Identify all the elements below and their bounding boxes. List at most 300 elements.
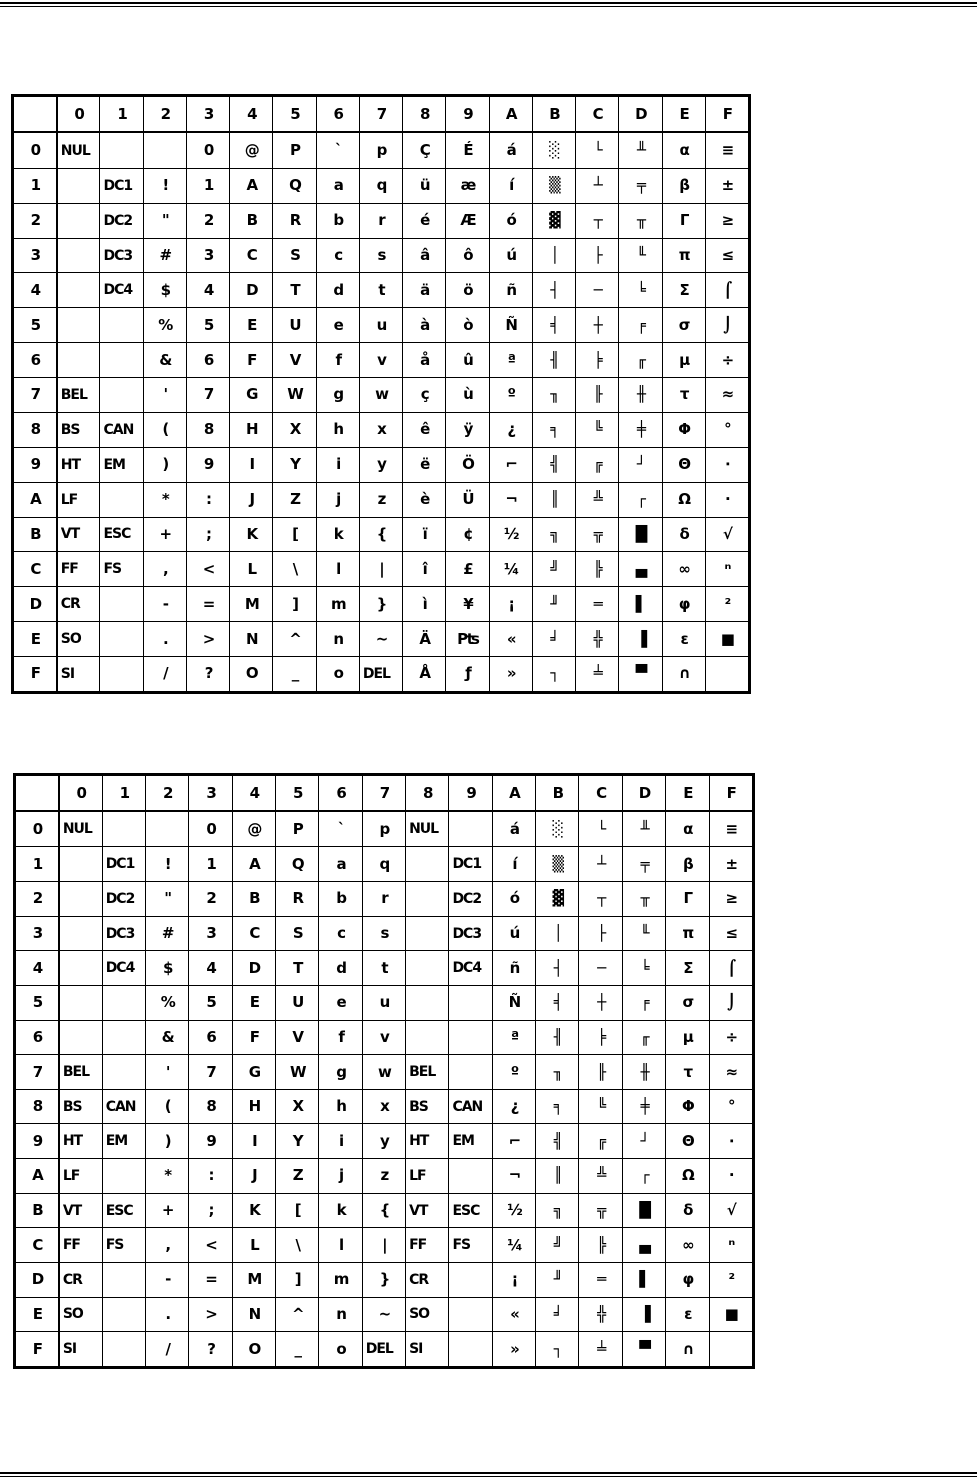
char-cell: ≈ bbox=[705, 378, 748, 413]
char-cell: I bbox=[232, 1124, 275, 1159]
table-row bbox=[14, 203, 749, 238]
char-cell: EM bbox=[100, 447, 143, 482]
char-cell: / bbox=[146, 1332, 189, 1367]
char-cell: σ bbox=[662, 308, 705, 343]
char-cell: ╢ bbox=[536, 1020, 579, 1055]
char-cell bbox=[406, 1020, 449, 1055]
column-header: 9 bbox=[449, 776, 492, 812]
row-header: C bbox=[16, 1228, 59, 1263]
char-cell: HT bbox=[406, 1124, 449, 1159]
char-cell: ■ bbox=[705, 622, 748, 657]
char-cell: EM bbox=[102, 1124, 145, 1159]
table-row bbox=[16, 882, 753, 917]
char-cell: ╘ bbox=[622, 951, 665, 986]
char-cell: G bbox=[230, 378, 273, 413]
char-cell: π bbox=[666, 916, 709, 951]
column-header: F bbox=[705, 97, 748, 133]
char-cell: ╕ bbox=[536, 1089, 579, 1124]
char-cell: ~ bbox=[362, 1297, 405, 1332]
char-cell: Ö bbox=[446, 447, 489, 482]
char-cell: ╞ bbox=[579, 1020, 622, 1055]
char-cell: ; bbox=[189, 1193, 232, 1228]
char-cell bbox=[102, 1055, 145, 1090]
row-header: F bbox=[14, 656, 57, 691]
char-cell: ▄ bbox=[619, 552, 662, 587]
char-cell: T bbox=[273, 273, 316, 308]
char-cell: ┼ bbox=[576, 308, 619, 343]
char-cell: ═ bbox=[579, 1262, 622, 1297]
char-cell: O bbox=[230, 656, 273, 691]
char-cell: r bbox=[362, 882, 405, 917]
char-cell bbox=[57, 273, 100, 308]
char-cell: ⌐ bbox=[489, 447, 532, 482]
char-cell bbox=[406, 847, 449, 882]
char-cell: ü bbox=[403, 168, 446, 203]
char-cell: ≥ bbox=[709, 882, 753, 917]
column-header: 4 bbox=[232, 776, 275, 812]
char-cell: SO bbox=[57, 622, 100, 657]
char-cell: DC1 bbox=[102, 847, 145, 882]
char-cell bbox=[449, 985, 492, 1020]
char-cell: ± bbox=[709, 847, 753, 882]
row-header: F bbox=[16, 1332, 59, 1367]
char-cell: 1 bbox=[189, 847, 232, 882]
char-cell: M bbox=[230, 587, 273, 622]
char-cell: ê bbox=[403, 412, 446, 447]
char-cell: ¼ bbox=[489, 552, 532, 587]
char-cell: ╧ bbox=[576, 656, 619, 691]
char-cell: ╟ bbox=[579, 1055, 622, 1090]
char-cell: ½ bbox=[492, 1193, 535, 1228]
char-cell bbox=[59, 882, 102, 917]
char-cell: ╖ bbox=[536, 1055, 579, 1090]
char-cell: ` bbox=[319, 811, 362, 847]
char-cell bbox=[449, 1159, 492, 1194]
char-cell: j bbox=[316, 482, 359, 517]
char-cell: ≡ bbox=[709, 811, 753, 847]
char-cell: ╞ bbox=[576, 343, 619, 378]
table-row bbox=[16, 1055, 753, 1090]
column-header: C bbox=[579, 776, 622, 812]
char-cell: r bbox=[359, 203, 402, 238]
char-cell: ╜ bbox=[536, 1262, 579, 1297]
char-cell: ] bbox=[276, 1262, 319, 1297]
column-header: 1 bbox=[102, 776, 145, 812]
char-cell: @ bbox=[232, 811, 275, 847]
char-cell: ╡ bbox=[536, 985, 579, 1020]
char-cell: 2 bbox=[189, 882, 232, 917]
char-cell: ║ bbox=[536, 1159, 579, 1194]
char-cell: │ bbox=[532, 238, 575, 273]
char-cell bbox=[100, 132, 143, 168]
char-cell: ∙ bbox=[709, 1124, 753, 1159]
char-cell: ╔ bbox=[579, 1124, 622, 1159]
char-cell: ë bbox=[403, 447, 446, 482]
char-cell: h bbox=[316, 412, 359, 447]
column-header: 6 bbox=[319, 776, 362, 812]
char-cell: BEL bbox=[59, 1055, 102, 1090]
char-cell: v bbox=[362, 1020, 405, 1055]
row-header: 8 bbox=[16, 1089, 59, 1124]
char-cell: ┬ bbox=[579, 882, 622, 917]
char-cell: , bbox=[146, 1228, 189, 1263]
char-cell: ò bbox=[446, 308, 489, 343]
char-cell: ├ bbox=[576, 238, 619, 273]
char-cell: LF bbox=[59, 1159, 102, 1194]
char-cell: Γ bbox=[662, 203, 705, 238]
row-header: 7 bbox=[16, 1055, 59, 1090]
char-cell: = bbox=[189, 1262, 232, 1297]
table-row bbox=[16, 1020, 753, 1055]
table-row bbox=[16, 1332, 753, 1367]
char-cell bbox=[57, 203, 100, 238]
row-header: E bbox=[14, 622, 57, 657]
char-cell: ▓ bbox=[536, 882, 579, 917]
char-cell: ⌠ bbox=[709, 951, 753, 986]
char-cell: 9 bbox=[189, 1124, 232, 1159]
char-cell: ⌡ bbox=[705, 308, 748, 343]
char-cell: Ω bbox=[666, 1159, 709, 1194]
char-cell: ⌡ bbox=[709, 985, 753, 1020]
row-header: 4 bbox=[14, 273, 57, 308]
char-cell: DEL bbox=[362, 1332, 405, 1367]
char-cell: ╪ bbox=[622, 1089, 665, 1124]
char-cell: HT bbox=[57, 447, 100, 482]
char-cell bbox=[143, 132, 186, 168]
char-cell: k bbox=[319, 1193, 362, 1228]
char-cell: ╜ bbox=[532, 587, 575, 622]
char-cell: B bbox=[232, 882, 275, 917]
char-cell: 8 bbox=[186, 412, 229, 447]
char-cell: ░ bbox=[532, 132, 575, 168]
char-cell: ╚ bbox=[579, 1089, 622, 1124]
table-row bbox=[16, 916, 753, 951]
char-cell: @ bbox=[230, 132, 273, 168]
char-cell: ╗ bbox=[532, 517, 575, 552]
char-cell: CR bbox=[59, 1262, 102, 1297]
table-row bbox=[14, 552, 749, 587]
table-row bbox=[14, 238, 749, 273]
char-cell: ' bbox=[146, 1055, 189, 1090]
char-cell: f bbox=[316, 343, 359, 378]
char-cell: o bbox=[319, 1332, 362, 1367]
char-cell: x bbox=[359, 412, 402, 447]
char-cell: ╩ bbox=[579, 1159, 622, 1194]
char-cell: y bbox=[359, 447, 402, 482]
char-cell bbox=[449, 1262, 492, 1297]
column-header: 9 bbox=[446, 97, 489, 133]
row-header: 1 bbox=[16, 847, 59, 882]
char-cell: ╓ bbox=[619, 343, 662, 378]
char-cell: δ bbox=[666, 1193, 709, 1228]
char-cell: * bbox=[143, 482, 186, 517]
char-cell: DC2 bbox=[449, 882, 492, 917]
char-cell: S bbox=[276, 916, 319, 951]
column-header: 1 bbox=[100, 97, 143, 133]
char-cell: ∞ bbox=[662, 552, 705, 587]
char-cell: ╝ bbox=[532, 552, 575, 587]
char-cell: , bbox=[143, 552, 186, 587]
char-cell: ▐ bbox=[619, 622, 662, 657]
char-cell: ε bbox=[666, 1297, 709, 1332]
column-header: 5 bbox=[273, 97, 316, 133]
row-header: 3 bbox=[14, 238, 57, 273]
char-cell: EM bbox=[449, 1124, 492, 1159]
char-cell: L bbox=[230, 552, 273, 587]
row-header: D bbox=[14, 587, 57, 622]
char-cell: ┘ bbox=[619, 447, 662, 482]
char-cell: DC2 bbox=[100, 203, 143, 238]
char-cell: ┤ bbox=[536, 951, 579, 986]
table-row bbox=[14, 132, 749, 168]
char-cell: ₧ bbox=[446, 622, 489, 657]
char-cell: 7 bbox=[189, 1055, 232, 1090]
char-cell: u bbox=[362, 985, 405, 1020]
column-header: 7 bbox=[362, 776, 405, 812]
char-cell: FS bbox=[449, 1228, 492, 1263]
char-cell: Σ bbox=[666, 951, 709, 986]
char-cell: ╚ bbox=[576, 412, 619, 447]
char-cell: ╨ bbox=[619, 132, 662, 168]
char-cell: DC4 bbox=[102, 951, 145, 986]
char-cell: É bbox=[446, 132, 489, 168]
char-cell: & bbox=[146, 1020, 189, 1055]
char-cell: ┌ bbox=[622, 1159, 665, 1194]
char-cell bbox=[102, 1332, 145, 1367]
char-cell: - bbox=[143, 587, 186, 622]
char-cell: FF bbox=[59, 1228, 102, 1263]
column-header: B bbox=[532, 97, 575, 133]
char-cell: ▒ bbox=[532, 168, 575, 203]
char-cell: ╗ bbox=[536, 1193, 579, 1228]
char-cell: b bbox=[319, 882, 362, 917]
char-cell: V bbox=[273, 343, 316, 378]
char-cell: Ä bbox=[403, 622, 446, 657]
char-cell: ∞ bbox=[666, 1228, 709, 1263]
char-cell: ≤ bbox=[709, 916, 753, 951]
char-cell: ñ bbox=[489, 273, 532, 308]
table-row bbox=[16, 1297, 753, 1332]
char-cell: Ü bbox=[446, 482, 489, 517]
row-header: 8 bbox=[14, 412, 57, 447]
char-cell: o bbox=[316, 656, 359, 691]
code-page-chart-1 bbox=[11, 94, 751, 694]
char-cell: ▒ bbox=[536, 847, 579, 882]
char-cell: 3 bbox=[189, 916, 232, 951]
char-cell bbox=[59, 1020, 102, 1055]
char-cell: ⌠ bbox=[705, 273, 748, 308]
char-cell: ≈ bbox=[709, 1055, 753, 1090]
char-cell: U bbox=[273, 308, 316, 343]
char-cell: ¬ bbox=[489, 482, 532, 517]
char-cell: Å bbox=[403, 656, 446, 691]
char-cell: i bbox=[319, 1124, 362, 1159]
char-cell: π bbox=[662, 238, 705, 273]
char-cell: e bbox=[316, 308, 359, 343]
char-cell: ô bbox=[446, 238, 489, 273]
char-cell bbox=[59, 985, 102, 1020]
column-header: 3 bbox=[186, 97, 229, 133]
char-cell bbox=[449, 1332, 492, 1367]
table-row bbox=[16, 811, 753, 847]
char-cell: < bbox=[186, 552, 229, 587]
char-cell: ESC bbox=[449, 1193, 492, 1228]
char-cell: C bbox=[232, 916, 275, 951]
char-cell: BEL bbox=[406, 1055, 449, 1090]
char-cell: _ bbox=[276, 1332, 319, 1367]
char-cell: ú bbox=[489, 238, 532, 273]
char-cell: » bbox=[489, 656, 532, 691]
char-cell: X bbox=[276, 1089, 319, 1124]
char-cell: SO bbox=[59, 1297, 102, 1332]
char-cell bbox=[100, 343, 143, 378]
column-header-row bbox=[14, 97, 749, 133]
char-cell: ( bbox=[143, 412, 186, 447]
top-rule bbox=[0, 2, 977, 7]
char-cell: - bbox=[146, 1262, 189, 1297]
char-cell: ⁿ bbox=[709, 1228, 753, 1263]
char-cell: CAN bbox=[449, 1089, 492, 1124]
char-cell: FS bbox=[100, 552, 143, 587]
char-cell: > bbox=[186, 622, 229, 657]
char-cell: ╖ bbox=[532, 378, 575, 413]
column-header: 4 bbox=[230, 97, 273, 133]
char-cell: g bbox=[319, 1055, 362, 1090]
char-cell: ┐ bbox=[536, 1332, 579, 1367]
char-cell: å bbox=[403, 343, 446, 378]
char-cell: SI bbox=[406, 1332, 449, 1367]
char-cell bbox=[59, 916, 102, 951]
char-cell bbox=[102, 1297, 145, 1332]
char-cell bbox=[100, 587, 143, 622]
char-cell: K bbox=[230, 517, 273, 552]
char-cell: ó bbox=[489, 203, 532, 238]
char-cell: VT bbox=[57, 517, 100, 552]
char-cell: ╫ bbox=[622, 1055, 665, 1090]
char-cell: º bbox=[489, 378, 532, 413]
char-cell: Q bbox=[273, 168, 316, 203]
char-cell: ] bbox=[273, 587, 316, 622]
char-cell: m bbox=[319, 1262, 362, 1297]
char-cell bbox=[100, 308, 143, 343]
char-cell: 6 bbox=[189, 1020, 232, 1055]
bottom-rule bbox=[0, 1472, 977, 1477]
char-cell: ¢ bbox=[446, 517, 489, 552]
char-cell: Γ bbox=[666, 882, 709, 917]
char-cell: a bbox=[316, 168, 359, 203]
char-cell: ; bbox=[186, 517, 229, 552]
char-cell: ε bbox=[662, 622, 705, 657]
char-cell: DEL bbox=[359, 656, 402, 691]
char-cell: æ bbox=[446, 168, 489, 203]
char-cell: ─ bbox=[576, 273, 619, 308]
char-cell: J bbox=[232, 1159, 275, 1194]
char-cell: ? bbox=[186, 656, 229, 691]
char-cell: " bbox=[146, 882, 189, 917]
char-cell: ¡ bbox=[492, 1262, 535, 1297]
char-cell bbox=[449, 811, 492, 847]
column-header: 0 bbox=[57, 97, 100, 133]
char-cell: ⁿ bbox=[705, 552, 748, 587]
char-cell: ┼ bbox=[579, 985, 622, 1020]
char-cell: ) bbox=[143, 447, 186, 482]
char-cell: ╘ bbox=[619, 273, 662, 308]
char-cell: ╕ bbox=[532, 412, 575, 447]
char-cell: ≥ bbox=[705, 203, 748, 238]
char-cell: SI bbox=[57, 656, 100, 691]
char-cell: + bbox=[146, 1193, 189, 1228]
table-row bbox=[14, 308, 749, 343]
column-header: E bbox=[662, 97, 705, 133]
char-cell bbox=[449, 1020, 492, 1055]
char-cell bbox=[57, 308, 100, 343]
row-header: D bbox=[16, 1262, 59, 1297]
char-cell: N bbox=[232, 1297, 275, 1332]
char-cell: F bbox=[232, 1020, 275, 1055]
row-header: A bbox=[14, 482, 57, 517]
column-header: 2 bbox=[143, 97, 186, 133]
char-cell: x bbox=[362, 1089, 405, 1124]
char-cell: % bbox=[146, 985, 189, 1020]
char-cell: ² bbox=[705, 587, 748, 622]
char-cell: d bbox=[319, 951, 362, 986]
char-cell: 8 bbox=[189, 1089, 232, 1124]
char-cell: ╣ bbox=[532, 447, 575, 482]
char-cell: ╠ bbox=[576, 552, 619, 587]
char-cell: ù bbox=[446, 378, 489, 413]
char-cell: f bbox=[319, 1020, 362, 1055]
char-cell: ¿ bbox=[492, 1089, 535, 1124]
char-cell: NUL bbox=[406, 811, 449, 847]
column-header-row bbox=[16, 776, 753, 812]
char-cell: CAN bbox=[102, 1089, 145, 1124]
table-row bbox=[14, 447, 749, 482]
char-cell: ┬ bbox=[576, 203, 619, 238]
char-cell: m bbox=[316, 587, 359, 622]
char-cell: ┴ bbox=[579, 847, 622, 882]
char-cell: . bbox=[146, 1297, 189, 1332]
char-cell: h bbox=[319, 1089, 362, 1124]
char-cell bbox=[100, 622, 143, 657]
char-cell: ° bbox=[709, 1089, 753, 1124]
char-cell: ï bbox=[403, 517, 446, 552]
column-header: 8 bbox=[403, 97, 446, 133]
char-cell: β bbox=[662, 168, 705, 203]
char-cell: * bbox=[146, 1159, 189, 1194]
char-cell: n bbox=[319, 1297, 362, 1332]
char-cell: £ bbox=[446, 552, 489, 587]
char-cell: Z bbox=[273, 482, 316, 517]
row-header: 2 bbox=[16, 882, 59, 917]
char-cell: ó bbox=[492, 882, 535, 917]
char-cell: NUL bbox=[57, 132, 100, 168]
char-cell: z bbox=[359, 482, 402, 517]
char-cell: σ bbox=[666, 985, 709, 1020]
char-cell: = bbox=[186, 587, 229, 622]
char-cell: ^ bbox=[276, 1297, 319, 1332]
char-cell: % bbox=[143, 308, 186, 343]
char-cell bbox=[100, 482, 143, 517]
corner-cell bbox=[14, 97, 57, 133]
char-cell bbox=[100, 378, 143, 413]
table-row bbox=[14, 482, 749, 517]
char-cell bbox=[59, 951, 102, 986]
table-row bbox=[14, 517, 749, 552]
char-cell bbox=[102, 985, 145, 1020]
char-cell: ╓ bbox=[622, 1020, 665, 1055]
char-cell: µ bbox=[666, 1020, 709, 1055]
char-cell: > bbox=[189, 1297, 232, 1332]
